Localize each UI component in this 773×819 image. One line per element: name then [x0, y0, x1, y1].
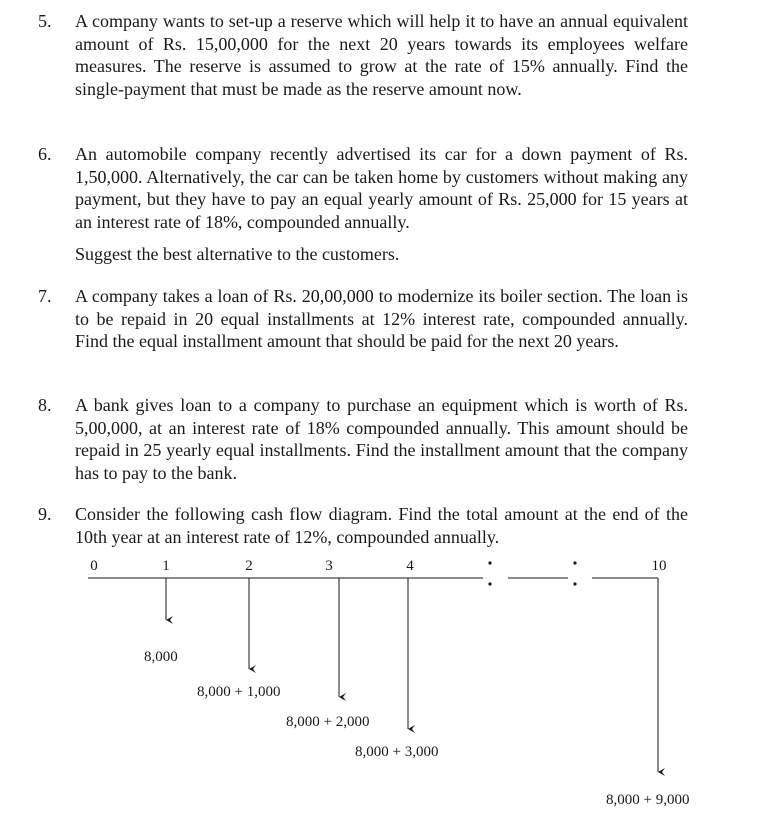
axis-break-dots: [488, 561, 576, 585]
cash-flow-label: 8,000 + 1,000: [197, 684, 281, 700]
problem-paragraph: A bank gives loan to a company to purchase an equipment which is worth of Rs. 5,00,000, at an interest rate of 18% compounded annually. This amount should be repaid in 25 yearly equal installments. Find the installment amount that the company has to pay to the bank.: [75, 395, 688, 483]
problem-number: 6.: [38, 144, 52, 164]
problem-number: 8.: [38, 395, 52, 415]
problem-number: 9.: [38, 504, 52, 524]
year-label: 1: [162, 558, 170, 574]
cash-flow-label: 8,000 + 9,000: [606, 792, 690, 808]
cash-flow-label: 8,000 + 3,000: [355, 744, 439, 760]
year-label: 0: [90, 558, 98, 574]
year-label: 10: [651, 558, 667, 574]
problem-number: 7.: [38, 286, 52, 306]
year-label: 4: [406, 558, 414, 574]
problem-paragraph: Suggest the best alternative to the customers.: [75, 244, 400, 264]
problem-paragraph: An automobile company recently advertised its car for a down payment of Rs. 1,50,000. Alternatively, the car can be taken home by customers without making any payment, but they have to pay an equal yearly amount of Rs. 25,000 for 15 years at an interest rate of 18%, compounded annually.: [75, 144, 688, 232]
problem-paragraph: A company wants to set-up a reserve which will help it to have an annual equivalent amount of Rs. 15,00,000 for the next 20 years towards its employees welfare measures. The reserve is assumed to grow at the rate of 15% annually. Find the single-payment that must be made as the reserve amount now.: [75, 11, 688, 99]
cash-flow-label: 8,000 + 2,000: [286, 714, 370, 730]
problem-number: 5.: [38, 11, 52, 31]
year-label: 2: [245, 558, 253, 574]
year-label: 3: [325, 558, 333, 574]
problem-paragraph: A company takes a loan of Rs. 20,00,000 to modernize its boiler section. The loan is to be repaid in 20 equal installments at 12% interest rate, compounded annually. Find the equal installment amount that should be paid for the next 20 years.: [75, 286, 688, 351]
problem-paragraph: Consider the following cash flow diagram. Find the total amount at the end of the 10th year at an interest rate of 12%, compounded annually.: [75, 504, 688, 547]
cash-flow-label: 8,000: [144, 649, 178, 665]
